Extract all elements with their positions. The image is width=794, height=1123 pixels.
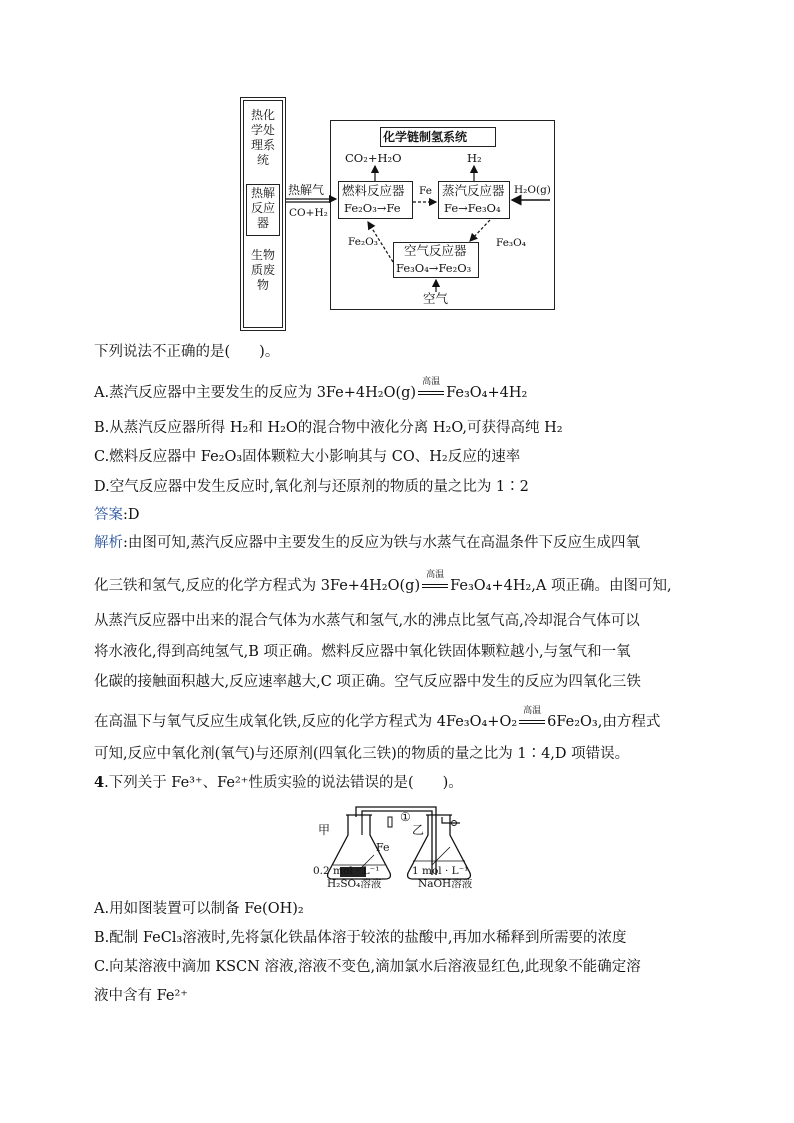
arrow-label-fe2o3: Fe₂O₃ <box>348 236 378 248</box>
air-reactor-input: 空气 <box>423 291 449 306</box>
steam-reactor-reaction: Fe→Fe₃O₄ <box>444 201 501 215</box>
q4-option-a: A.用如图装置可以制备 Fe(OH)₂ <box>94 901 304 917</box>
reaction-condition-mark <box>519 706 545 732</box>
flask-b-label: 乙 <box>412 823 425 837</box>
q3-analysis-line-2 <box>94 570 672 596</box>
q3-option-a-before: A.蒸汽反应器中主要发生的反应为 3Fe+4H₂O(g) <box>94 385 417 401</box>
analysis-text: 6Fe₂O₃,由方程式 <box>547 714 661 730</box>
reaction-condition-mark <box>422 570 448 596</box>
q3-option-a <box>94 377 528 403</box>
solution-b-name: NaOH溶液 <box>418 878 473 890</box>
q3-analysis-line-3: 从蒸汽反应器中出来的混合气体为水蒸气和氢气,水的沸点比氢气高,冷却混合气体可以 <box>94 613 640 629</box>
q3-stem: 下列说法不正确的是( )。 <box>94 344 280 360</box>
q3-analysis-line-6 <box>94 706 661 732</box>
valve-label: ① <box>400 810 411 824</box>
q4-option-c-line-2: 液中含有 Fe²⁺ <box>94 988 188 1004</box>
steam-reactor-name: 蒸汽反应器 <box>442 183 505 198</box>
q4-number: 4 <box>94 774 105 791</box>
air-reactor-name: 空气反应器 <box>404 243 467 258</box>
pyrolysis-gas-composition: CO+H₂ <box>289 207 328 219</box>
fuel-reactor-output: CO₂+H₂O <box>345 151 402 165</box>
air-reactor-reaction: Fe₃O₄→Fe₂O₃ <box>396 261 472 275</box>
fuel-reactor-name: 燃料反应器 <box>342 183 405 198</box>
q3-option-c: C.燃料反应器中 Fe₂O₃固体颗粒大小影响其与 CO、H₂反应的速率 <box>94 449 521 465</box>
answer-label: 答案 <box>94 507 123 523</box>
q3-analysis-line-5: 化碳的接触面积越大,反应速率越大,C 项正确。空气反应器中发生的反应为四氧化三铁 <box>94 674 641 690</box>
analysis-text: 化三铁和氢气,反应的化学方程式为 3Fe+4H₂O(g) <box>94 578 421 594</box>
pyrolysis-gas-label: 热解气 <box>288 183 325 197</box>
q4-option-c-line-1: C.向某溶液中滴加 KSCN 溶液,溶液不变色,滴加氯水后溶液显红色,此现象不能确定溶 <box>94 959 641 975</box>
fe-label: Fe <box>376 841 390 854</box>
reaction-condition: 高温 <box>426 570 445 580</box>
biomass-label: 生物质废物 <box>250 248 275 292</box>
answer-value: :D <box>123 507 140 523</box>
analysis-text: :由图可知,蒸汽反应器中主要发生的反应为铁与水蒸气在高温条件下反应生成四氧 <box>123 535 640 551</box>
system-title: 化学链制氢系统 <box>383 130 468 144</box>
analysis-text: 在高温下与氧气反应生成氧化铁,反应的化学方程式为 4Fe₃O₄+O₂ <box>94 714 518 730</box>
fuel-reactor-reaction: Fe₂O₃→Fe <box>344 201 401 215</box>
solution-a-concentration: 0.2 mol · L⁻¹ <box>313 865 380 877</box>
thermochem-label: 热化学处理系统 <box>250 108 275 167</box>
reaction-condition: 高温 <box>523 706 542 716</box>
q3-option-b: B.从蒸汽反应器所得 H₂和 H₂O的混合物中液化分离 H₂O,可获得高纯 H₂ <box>94 420 563 436</box>
q3-analysis-line-7: 可知,反应中氧化剂(氧气)与还原剂(四氧化三铁)的物质的量之比为 1∶4,D 项错误。 <box>94 746 630 762</box>
q3-option-a-after: Fe₃O₄+4H₂ <box>446 385 528 401</box>
q3-analysis-line-4: 将水液化,得到高纯氢气,B 项正确。燃料反应器中氧化铁固体颗粒越小,与氢气和一氧 <box>94 644 631 660</box>
q4-option-b: B.配制 FeCl₃溶液时,先将氯化铁晶体溶于较浓的盐酸中,再加水稀释到所需要的浓度 <box>94 930 627 946</box>
steam-reactor-output: H₂ <box>467 151 482 165</box>
solution-b-concentration: 1 mol · L⁻¹ <box>412 865 469 877</box>
steam-reactor-input: H₂O(g) <box>514 184 551 196</box>
analysis-text: Fe₃O₄+4H₂,A 项正确。由图可知, <box>450 578 672 594</box>
flask-a-label: 甲 <box>318 823 331 837</box>
q4-stem-text: .下列关于 Fe³⁺、Fe²⁺性质实验的说法错误的是( )。 <box>104 775 463 791</box>
q4-stem <box>94 773 463 793</box>
arrow-label-fe: Fe <box>419 185 432 197</box>
q3-answer <box>94 505 140 525</box>
pyrolysis-reactor-label: 热解反应器 <box>250 186 275 230</box>
arrow-label-fe3o4: Fe₃O₄ <box>496 237 526 249</box>
diagram-arrows <box>0 0 794 340</box>
reaction-condition: 高温 <box>422 377 441 387</box>
analysis-label: 解析 <box>94 535 123 551</box>
q3-analysis-line-1 <box>94 533 640 553</box>
reaction-condition-mark <box>418 377 444 403</box>
q3-option-d: D.空气反应器中发生反应时,氧化剂与还原剂的物质的量之比为 1∶2 <box>94 479 529 495</box>
solution-a-name: H₂SO₄溶液 <box>327 878 382 890</box>
